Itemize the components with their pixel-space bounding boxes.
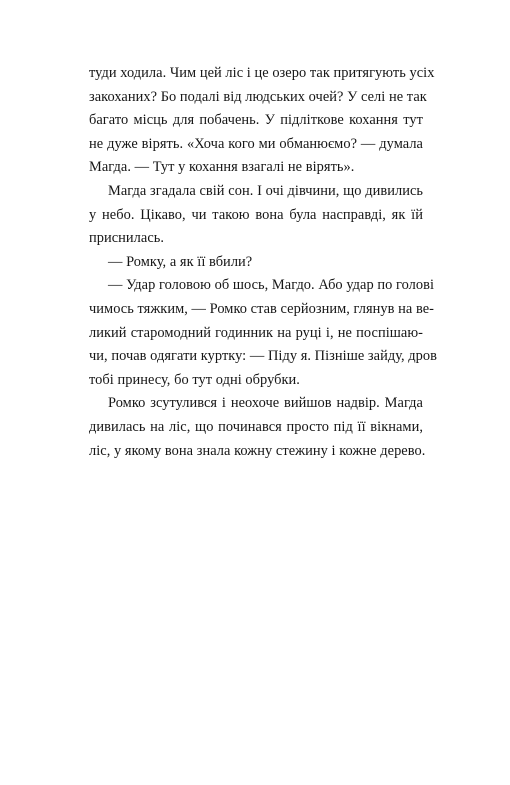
text-line: у небо. Цікаво, чи такою вона була насправді, як їй [89,206,423,223]
text-line: ликий старомодний годинник на руці і, не поспішаю- [89,324,423,341]
text-line: не дуже вірять. «Хоча кого ми обманюємо? — думала [89,135,423,152]
paragraph-3 [89,251,423,275]
paragraph-1 [89,62,435,180]
text-line: Магда. — Тут у кохання взагалі не вірять». [89,159,355,176]
text-line: приснилась. [89,230,165,247]
text-line: закоханих? Бо подалі від людських очей? У селі не так [89,88,427,105]
paragraph-4 [89,274,438,392]
text-line: ліс, у якому вона знала кожну стежину і кожне дерево. [89,442,426,459]
text-line: тобі принесу, бо тут одні обрубки. [89,371,300,388]
text-line: — Удар головою об шось, Магдо. Або удар по голові [108,277,435,294]
text-line: дивилась на ліс, що починався просто під її вікнами, [89,418,423,435]
text-line: туди ходила. Чим цей ліс і це озеро так притягують усіх [89,65,435,81]
paragraph-5 [89,392,426,463]
text-line: чи, почав одягати куртку: — Піду я. Пізніше зайду, дров [89,348,438,365]
body-text [89,62,438,463]
paragraph-2 [89,180,423,251]
text-line: — Ромку, а як її вбили? [108,253,253,270]
text-line: Ромко зсутулився і неохоче вийшов надвір. Магда [108,395,423,412]
text-line: чимось тяжким, — Ромко став серйозним, глянув на ве- [89,300,435,317]
text-line: багато місць для побачень. У підліткове кохання тут [89,112,423,129]
text-line: Магда згадала свій сон. І очі дівчини, що дивились [108,182,423,199]
